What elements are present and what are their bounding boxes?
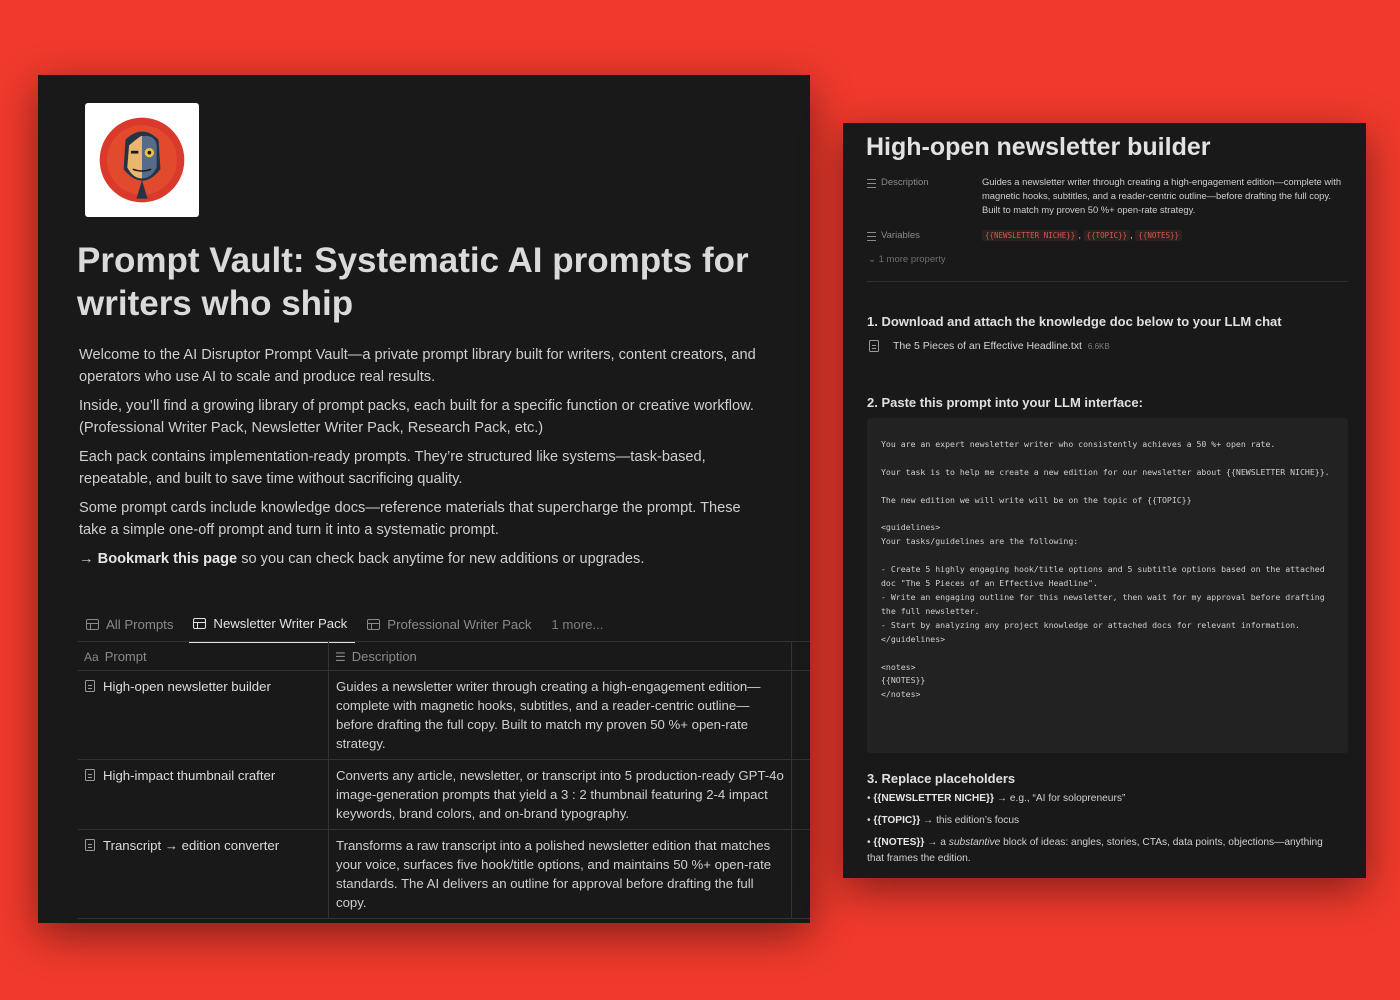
property-variables-label[interactable] <box>867 230 920 241</box>
tab-label: All Prompts <box>106 617 174 632</box>
intro-paragraph: Each pack contains implementation-ready prompts. They’re structured like systems—task-based, repeatable, and built to save time without sacrificing quality. <box>79 449 706 487</box>
property-description-label[interactable] <box>867 177 929 188</box>
prompt-detail-page <box>843 123 1366 878</box>
page-icon[interactable] <box>85 103 199 217</box>
prompt-name: High-impact thumbnail crafter <box>103 768 276 783</box>
text-lines-icon <box>867 232 876 241</box>
prompt-code-block[interactable] <box>867 418 1348 753</box>
page-doc-icon <box>85 839 95 851</box>
table-icon <box>367 619 380 630</box>
tab-more[interactable]: 1 more... <box>551 617 604 632</box>
tab-professional-writer-pack[interactable] <box>363 612 539 643</box>
page-title: Prompt Vault: Systematic AI prompts for writers who ship <box>77 241 749 323</box>
placeholder-key: {{NOTES}} <box>873 837 925 848</box>
step-2-heading: 2. Paste this prompt into your LLM interface: <box>867 395 1143 410</box>
intro-text <box>79 345 769 579</box>
database-view-tabs <box>82 612 619 643</box>
variable-tag: {{TOPIC}} <box>1084 230 1131 241</box>
file-name: The 5 Pieces of an Effective Headline.txt <box>893 340 1082 352</box>
prompt-name: Transcript → edition converter <box>103 838 280 853</box>
bookmark-rest: so you can check back anytime for new additions or upgrades. <box>237 551 645 567</box>
list-item: • {{TOPIC}} → this edition’s focus <box>867 815 1020 826</box>
column-label: Description <box>351 648 417 664</box>
column-header-extra <box>792 642 811 671</box>
description-cell[interactable]: Guides a newsletter writer through creating a high-engagement edition—complete with magnetic hooks, subtitles, and a reader-centric outline—before drafting the full copy. Built to match my proven 50 %+ open-rate strategy. <box>329 671 792 760</box>
chevron-down-icon: ⌄ <box>868 254 876 265</box>
placeholder-text: → e.g., “AI for solopreneurs” <box>993 793 1126 804</box>
variable-tag: {{NOTES}} <box>1135 230 1182 241</box>
prompts-table <box>78 642 810 919</box>
empty-cell <box>792 671 811 760</box>
placeholder-text: → a <box>924 837 949 848</box>
variable-tag: {{NEWSLETTER NICHE}} <box>982 230 1078 241</box>
bookmark-note <box>79 549 769 571</box>
column-label: Prompt <box>104 648 147 664</box>
prompt-vault-page <box>38 75 810 923</box>
table-row[interactable] <box>78 830 810 919</box>
knowledge-doc-attachment[interactable] <box>869 340 1110 352</box>
column-header-prompt[interactable] <box>78 642 329 671</box>
tab-all-prompts[interactable] <box>82 612 181 643</box>
property-name: Variables <box>881 230 920 241</box>
file-size: 6.6KB <box>1087 341 1110 351</box>
ai-face-icon <box>96 114 188 206</box>
empty-cell <box>792 760 811 830</box>
table-row[interactable] <box>78 671 810 760</box>
tab-label: Professional Writer Pack <box>387 617 532 632</box>
prompt-cell[interactable] <box>78 830 329 919</box>
table-row[interactable] <box>78 760 810 830</box>
prompt-cell[interactable] <box>78 760 329 830</box>
more-properties-toggle[interactable] <box>868 254 946 265</box>
placeholder-text: block of ideas: angles, stories, CTAs, data points, objections—anything that frames the edition. <box>867 837 1323 864</box>
placeholder-emphasis: substantive <box>948 837 1001 848</box>
column-header-description[interactable] <box>329 642 792 671</box>
placeholder-list <box>867 791 1337 873</box>
intro-paragraph: Welcome to the AI Disruptor Prompt Vault—a private prompt library built for writers, content creators, and operators who use AI to scale and produce real results. <box>79 347 756 385</box>
step-1-heading: 1. Download and attach the knowledge doc below to your LLM chat <box>867 314 1282 329</box>
prompt-cell[interactable] <box>78 671 329 760</box>
page-doc-icon <box>85 680 95 692</box>
text-lines-icon <box>867 179 876 188</box>
bookmark-emphasis: Bookmark this page <box>97 551 238 567</box>
property-description-value[interactable]: Guides a newsletter writer through creating a high-engagement edition—complete with magnetic hooks, subtitles, and a reader-centric outline—before drafting the full copy. Built to match my proven 50 %+ open-rate strategy. <box>982 176 1342 216</box>
intro-paragraph: Inside, you’ll find a growing library of prompt packs, each built for a specific function or creative workflow. (Professional Writer Pack, Newsletter Writer Pack, Research Pack, etc.) <box>79 398 754 436</box>
empty-cell <box>792 830 811 919</box>
page-doc-icon <box>85 769 95 781</box>
list-item: • {{NEWSLETTER NICHE}} → e.g., “AI for solopreneurs” <box>867 793 1126 804</box>
step-3-heading: 3. Replace placeholders <box>867 771 1016 786</box>
file-icon <box>869 340 879 352</box>
list-item: • {{NOTES}} → a substantive block of ideas: angles, stories, CTAs, data points, objections—anything that frames the edition. <box>867 837 1323 864</box>
placeholder-text: → this edition’s focus <box>920 815 1020 826</box>
prompt-code-text: You are an expert newsletter writer who consistently achieves a 50 %+ open rate. Your task is to help me create a new edition for our newsletter about {{NEWSLETTER NICHE}}. The new edition we will write will be on the topic of {{TOPIC}} <guidelines> Your tasks/guidelines are the following: - Create 5 highly engaging hook/title options and 5 subtitle options based on the attached doc "The 5 Pieces of an Effective Headline". - Write an engaging outline for this newsletter, then wait for my approval before drafting the full newsletter. - Start by analyzing any project knowledge or attached docs for relevant information. </guidelines> <notes> {{NOTES}} </notes> <box>881 439 1330 700</box>
intro-paragraph: Some prompt cards include knowledge docs—reference materials that supercharge the prompt. These take a simple one-off prompt and turn it into a systematic prompt. <box>79 500 741 538</box>
description-cell[interactable]: Converts any article, newsletter, or transcript into 5 production-ready GPT-4o image-generation prompts that yield a 3 : 2 thumbnail featuring 2-4 impact keywords, brand colors, and on-brand typography. <box>329 760 792 830</box>
description-cell[interactable]: Transforms a raw transcript into a polished newsletter edition that matches your voice, surfaces five hook/title options, and maintains 50 %+ open-rate standards. The AI delivers an outline for approval before drafting the full copy. <box>329 830 792 919</box>
property-name: Description <box>881 177 929 188</box>
more-property-label: 1 more property <box>878 254 946 265</box>
property-variables-value[interactable]: {{NEWSLETTER NICHE}} , {{TOPIC}} , {{NOTES}} <box>982 228 1347 243</box>
prompt-name: High-open newsletter builder <box>103 679 271 694</box>
tab-newsletter-writer-pack[interactable] <box>189 612 355 643</box>
detail-title: High-open newsletter builder <box>866 133 1211 161</box>
placeholder-key: {{TOPIC}} <box>873 815 921 826</box>
divider <box>867 281 1348 282</box>
table-icon <box>86 619 99 630</box>
table-header-row <box>78 642 810 671</box>
tab-label: Newsletter Writer Pack <box>213 616 348 631</box>
table-icon <box>193 618 206 629</box>
text-property-icon: Aa <box>84 649 99 664</box>
arrow-icon: → <box>79 551 94 567</box>
placeholder-key: {{NEWSLETTER NICHE}} <box>873 793 994 804</box>
lines-icon: ☰ <box>335 649 346 664</box>
